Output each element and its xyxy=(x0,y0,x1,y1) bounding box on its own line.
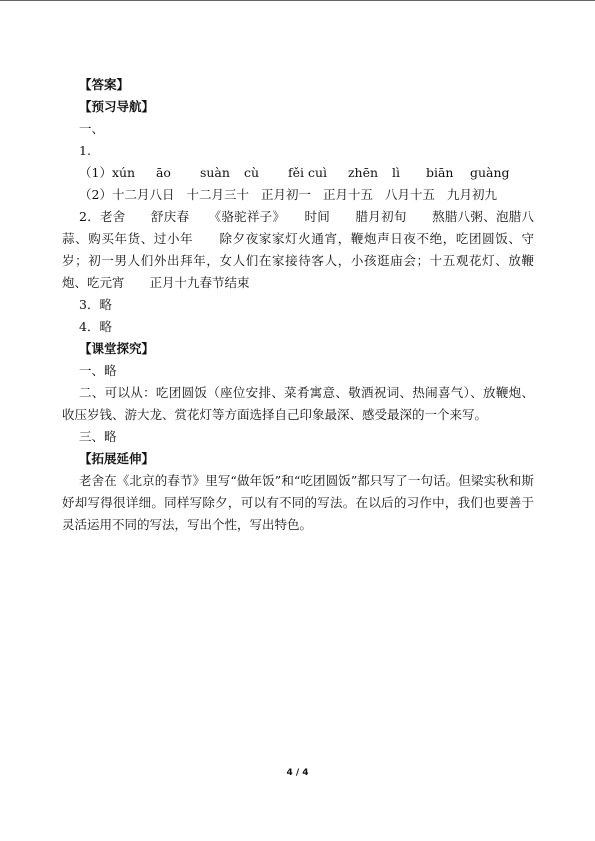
pinyin-item: guàng xyxy=(469,165,510,180)
date-item: 正月十五 xyxy=(323,187,374,202)
dates-prefix: （2） xyxy=(79,187,112,202)
header-rule xyxy=(0,0,595,1)
item-3: 3．略 xyxy=(79,297,112,312)
date-item: 十二月八日 xyxy=(111,187,175,202)
section-preview-heading: 【预习导航】 xyxy=(79,99,155,114)
extend-paragraph: 老舍在《北京的春节》里写“做年饭”和“吃团圆饭”都只写了一句话。但梁实秋和斯妤却写得很详细。同样写除夕，可以有不同的写法。在以后的习作中，我们也要善于灵活运用不同的写法，写出个性，写出特色。 xyxy=(62,473,534,532)
pinyin-item: cù xyxy=(243,165,260,180)
explore-1: 一、略 xyxy=(79,363,117,378)
pinyin-item: suàn xyxy=(199,165,230,180)
section-explore-heading: 【课堂探究】 xyxy=(79,341,155,356)
item-2-paragraph: 2．老舍 舒庆春 《骆驼祥子》 时间 腊月初旬 熬腊八粥、泡腊八蒜、购买年货、过小年 除夕夜家家灯火通宵，鞭炮声日夜不绝，吃团圆饭、守岁；初一男人们外出拜年，女人们在家接待客人，小孩逛庙会；十五观花灯、放鞭炮、吃元宵 正月十九春节结束 xyxy=(62,209,534,290)
explore-2-paragraph: 二、可以从：吃团圆饭（座位安排、菜肴寓意、敬酒祝词、热闹喜气）、放鞭炮、收压岁钱、游大龙、赏花灯等方面选择自己印象最深、感受最深的一个来写。 xyxy=(62,385,534,422)
date-item: 十二月三十 xyxy=(186,187,249,202)
pinyin-prefix: （1） xyxy=(79,165,112,180)
pinyin-item: āo xyxy=(155,165,171,180)
pinyin-item: xún xyxy=(111,165,136,180)
date-item: 九月初九 xyxy=(447,187,498,202)
section-extend-heading: 【拓展延伸】 xyxy=(79,451,155,466)
explore-3: 三、略 xyxy=(79,429,117,444)
date-item: 正月初一 xyxy=(260,187,311,202)
answer-content xyxy=(62,74,534,536)
item-4: 4．略 xyxy=(79,319,112,334)
dates-row xyxy=(62,184,534,206)
pinyin-item: biān xyxy=(425,165,454,180)
item-1: 1. xyxy=(79,143,91,158)
pinyin-item: zhēn xyxy=(347,165,379,180)
item-yi: 一、 xyxy=(79,121,105,136)
date-item: 八月十五 xyxy=(385,187,436,202)
page-number: 4 / 4 xyxy=(286,768,309,778)
pinyin-row xyxy=(62,162,534,184)
pinyin-item: fěi cuì xyxy=(287,165,327,180)
section-answer-heading: 【答案】 xyxy=(79,77,130,92)
pinyin-item: lì xyxy=(391,165,400,180)
